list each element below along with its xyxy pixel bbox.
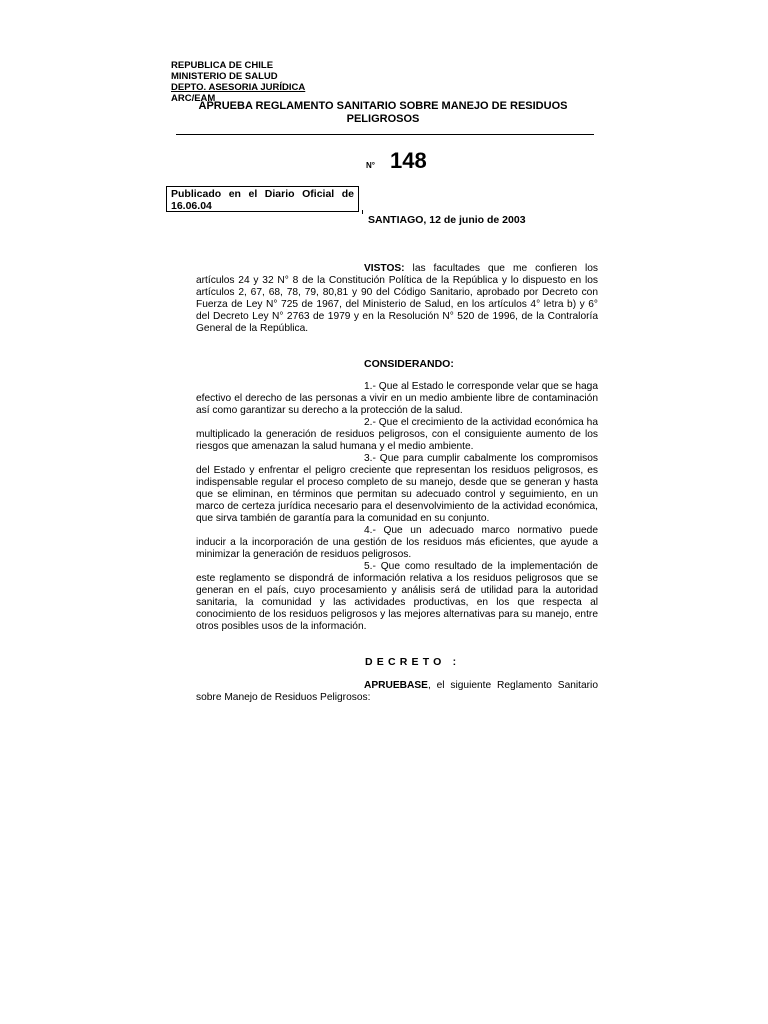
decree-number: 148 — [390, 148, 427, 173]
document-header — [171, 60, 305, 104]
header-department: DEPTO. ASESORIA JURÍDICA — [171, 82, 306, 93]
publication-box-mark — [362, 210, 363, 214]
publication-box — [166, 186, 359, 212]
publication-line-1: Publicado en el Diario Oficial de — [171, 188, 354, 200]
decreto-heading: DECRETO : — [365, 656, 461, 668]
apruebase-text: , el siguiente Reglamento Sanitario sobre Manejo de Residuos Peligrosos: — [196, 680, 598, 703]
header-country: REPUBLICA DE CHILE — [171, 60, 274, 71]
document-title — [171, 100, 595, 126]
title-line-1: APRUEBA REGLAMENTO SANITARIO SOBRE MANEJO DE RESIDUOS — [198, 100, 568, 112]
considerando-heading: CONSIDERANDO: — [364, 358, 454, 370]
document-date: SANTIAGO, 12 de junio de 2003 — [368, 214, 526, 226]
considerando-item-1: 1.- Que al Estado le corresponde velar que se haga efectivo el derecho de las personas a vivir en un medio ambiente libre de contaminación así como garantizar su derecho a la protección de la salud. — [196, 381, 598, 416]
vistos-label: VISTOS: — [364, 263, 405, 274]
vistos-paragraph — [196, 263, 598, 335]
header-reference: ARC/EAM — [171, 93, 216, 104]
considerando-item-3: 3.- Que para cumplir cabalmente los compromisos del Estado y enfrentar el peligro creciente que representan los residuos peligrosos, es indispensable regular el proceso completo de su manejo, desde que se generan y hasta que se eliminan, en términos que permitan su adecuado control y seguimiento, en un marco de certeza jurídica necesario para el desenvolvimiento de la actividad económica, que sirva también de garantía para la comunidad en su conjunto. — [196, 453, 598, 524]
apruebase-label: APRUEBASE — [364, 680, 428, 691]
considerando-list — [196, 381, 598, 633]
considerando-item-5: 5.- Que como resultado de la implementación de este reglamento se dispondrá de información relativa a los residuos peligrosos que se generan en el país, cuyo procesamiento y análisis será de utilidad para la autoridad sanitaria, la comunidad y las actividades productivas, en los que respecta al conocimiento de los residuos peligrosos y las mejores alternativas para su manejo, entre otros posibles usos de la información. — [196, 561, 598, 632]
decree-number-label: N° — [366, 161, 375, 170]
publication-line-2: 16.06.04 — [171, 200, 212, 212]
considerando-item-4: 4.- Que un adecuado marco normativo puede inducir a la incorporación de una gestión de los residuos más eficientes, que ayude a minimizar la generación de residuos peligrosos. — [196, 525, 598, 560]
considerando-item-2: 2.- Que el crecimiento de la actividad económica ha multiplicado la generación de residuos peligrosos, con el consiguiente aumento de los riesgos que amenazan la salud humana y el medio ambiente. — [196, 417, 598, 452]
apruebase-paragraph — [196, 680, 598, 704]
header-ministry: MINISTERIO DE SALUD — [171, 71, 278, 82]
vistos-text: las facultades que me confieren los artículos 24 y 32 N° 8 de la Constitución Política de la República y lo dispuesto en los artículos 2, 67, 68, 78, 79, 80,81 y 90 del Código Sanitario, aprobado por Decreto con Fuerza de Ley N° 725 de 1967, del Ministerio de Salud, en los artículos 4° letra b) y 6° del Decreto Ley N° 2763 de 1979 y en la Resolución N° 520 de 1996, de la Contraloría General de la República. — [196, 263, 598, 334]
title-line-2: PELIGROSOS — [346, 113, 420, 125]
title-divider — [176, 134, 594, 135]
